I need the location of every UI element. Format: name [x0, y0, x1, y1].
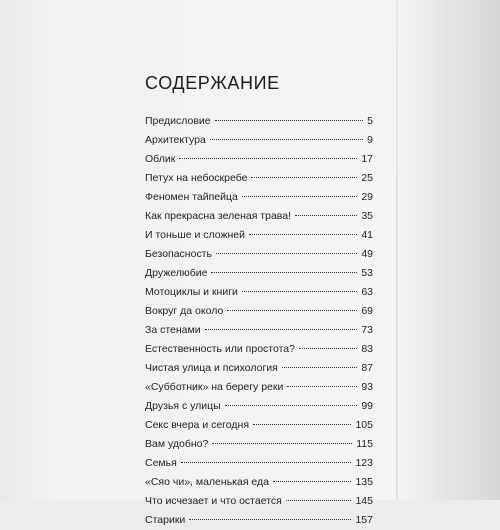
toc-entry-page-number: 123 [355, 457, 373, 469]
toc-entry-title: Вам удобно? [145, 438, 209, 450]
toc-entry-title: И тоньше и сложней [145, 229, 245, 241]
toc-dot-leader [211, 272, 357, 273]
page-shadow [395, 0, 500, 500]
toc-dot-leader [273, 481, 351, 482]
toc-entry [145, 340, 373, 359]
toc-entry-title: Что исчезает и что остается [145, 495, 282, 507]
toc-entry-page-number: 17 [361, 153, 373, 165]
toc-entry-title: Старики [145, 514, 186, 526]
toc-entry-page-number: 87 [361, 362, 373, 374]
toc-entry-title: Секс вчера и сегодня [145, 419, 250, 431]
toc-dot-leader [253, 424, 351, 425]
toc-entry [145, 435, 373, 454]
toc-dot-leader [299, 348, 357, 349]
toc-entry-page-number: 73 [361, 324, 373, 336]
toc-entry-title: Феномен тайпейца [145, 191, 238, 203]
toc-dot-leader [205, 329, 358, 330]
toc-entry-page-number: 49 [361, 248, 373, 260]
toc-entry-page-number: 69 [361, 305, 373, 317]
toc-entry-page-number: 135 [355, 476, 373, 488]
toc-entry [145, 321, 373, 340]
toc-dot-leader [286, 500, 352, 501]
toc-dot-leader [227, 310, 357, 311]
toc-entry [145, 264, 373, 283]
toc-entry-page-number: 63 [361, 286, 373, 298]
toc-dot-leader [251, 177, 357, 178]
page-edge [396, 0, 398, 500]
toc-entry-title: Вокруг да около [145, 305, 224, 317]
toc-dot-leader [225, 405, 358, 406]
toc-entry-page-number: 157 [355, 514, 373, 526]
toc-entry [145, 283, 373, 302]
toc-dot-leader [181, 462, 352, 463]
toc-entry-title: Безопасность [145, 248, 212, 260]
toc-entry [145, 454, 373, 473]
toc-entry-title: Облик [145, 153, 176, 165]
toc-dot-leader [242, 196, 357, 197]
table-of-contents [145, 112, 373, 530]
toc-entry [145, 416, 373, 435]
toc-entry [145, 226, 373, 245]
toc-entry-page-number: 145 [355, 495, 373, 507]
toc-entry-title: Естественность или простота? [145, 343, 295, 355]
toc-entry-title: Дружелюбие [145, 267, 208, 279]
toc-entry [145, 207, 373, 226]
toc-entry-page-number: 83 [361, 343, 373, 355]
toc-entry-page-number: 29 [361, 191, 373, 203]
toc-entry-title: Друзья с улицы [145, 400, 221, 412]
toc-dot-leader [249, 234, 357, 235]
toc-dot-leader [282, 367, 357, 368]
toc-entry-page-number: 93 [361, 381, 373, 393]
toc-entry-page-number: 35 [361, 210, 373, 222]
toc-entry [145, 511, 373, 530]
toc-dot-leader [212, 443, 352, 444]
toc-entry-page-number: 41 [361, 229, 373, 241]
toc-entry [145, 359, 373, 378]
toc-dot-leader [242, 291, 357, 292]
toc-dot-leader [287, 386, 357, 387]
toc-entry-page-number: 99 [361, 400, 373, 412]
toc-entry-title: Предисловие [145, 115, 211, 127]
toc-entry-page-number: 5 [367, 115, 373, 127]
toc-entry [145, 169, 373, 188]
toc-dot-leader [210, 139, 363, 140]
toc-entry [145, 473, 373, 492]
toc-entry [145, 302, 373, 321]
toc-entry-title: За стенами [145, 324, 201, 336]
toc-entry-title: Чистая улица и психология [145, 362, 278, 374]
toc-entry-page-number: 53 [361, 267, 373, 279]
toc-dot-leader [179, 158, 357, 159]
toc-dot-leader [215, 120, 364, 121]
toc-entry-title: «Субботник» на берегу реки [145, 381, 284, 393]
toc-entry [145, 492, 373, 511]
toc-entry [145, 131, 373, 150]
toc-entry-page-number: 105 [355, 419, 373, 431]
toc-entry [145, 188, 373, 207]
toc-entry [145, 150, 373, 169]
contents-heading: СОДЕРЖАНИЕ [145, 73, 280, 93]
toc-entry [145, 397, 373, 416]
toc-entry-title: Архитектура [145, 134, 206, 146]
toc-entry-page-number: 25 [361, 172, 373, 184]
toc-entry-page-number: 115 [356, 438, 373, 450]
toc-entry-page-number: 9 [367, 134, 373, 146]
toc-dot-leader [189, 519, 351, 520]
toc-entry-title: Как прекрасна зеленая трава! [145, 210, 292, 222]
toc-dot-leader [216, 253, 357, 254]
toc-entry [145, 112, 373, 131]
toc-entry [145, 245, 373, 264]
toc-entry-title: «Сяо чи», маленькая еда [145, 476, 270, 488]
toc-entry-title: Семья [145, 457, 177, 469]
toc-entry-title: Петух на небоскребе [145, 172, 248, 184]
toc-entry [145, 378, 373, 397]
toc-dot-leader [295, 215, 357, 216]
toc-entry-title: Мотоциклы и книги [145, 286, 238, 298]
